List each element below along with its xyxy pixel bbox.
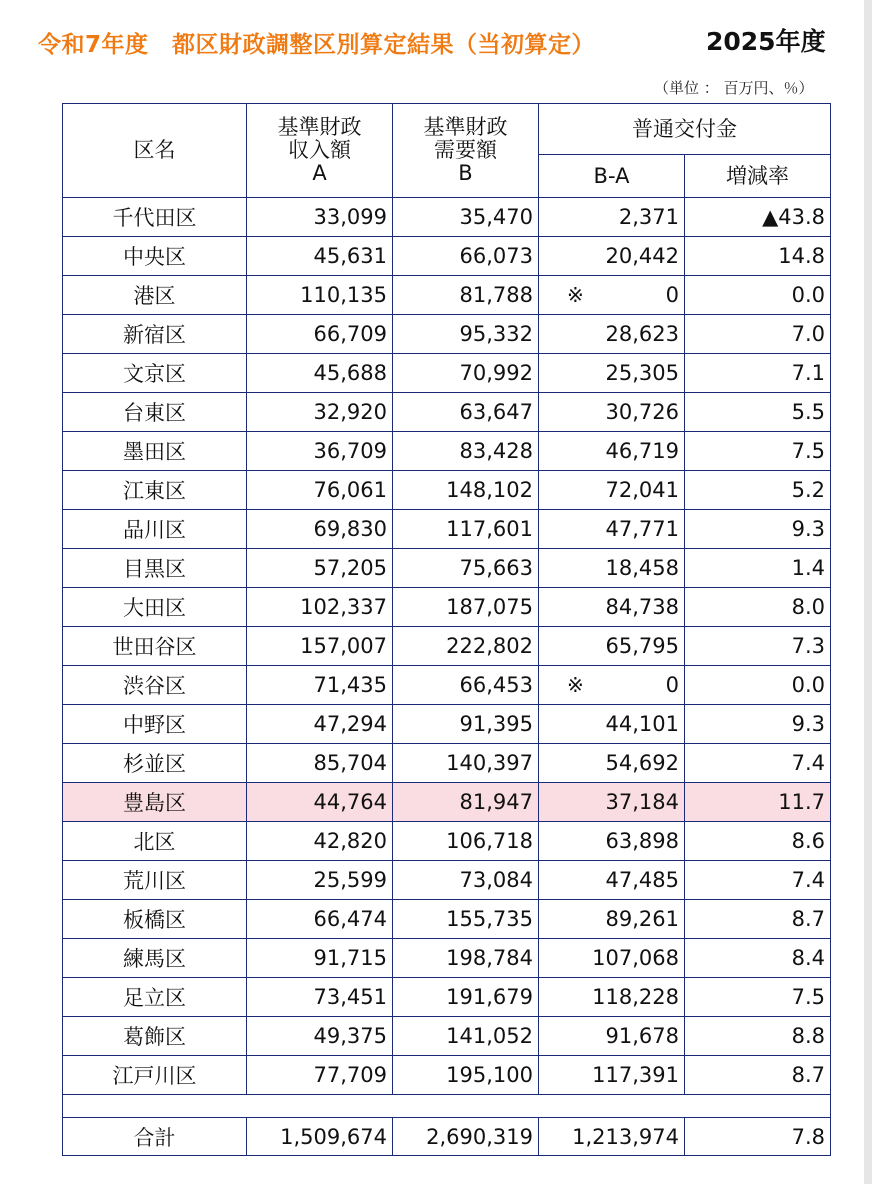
rate-cell: 8.4 bbox=[685, 939, 831, 978]
demand-cell: 140,397 bbox=[393, 744, 539, 783]
revenue-cell: 47,294 bbox=[247, 705, 393, 744]
revenue-cell: 157,007 bbox=[247, 627, 393, 666]
grant-cell bbox=[539, 432, 685, 471]
revenue-cell: 32,920 bbox=[247, 393, 393, 432]
grant-value: 44,101 bbox=[605, 712, 679, 736]
total-row bbox=[63, 1118, 831, 1156]
grant-cell bbox=[539, 705, 685, 744]
grant-cell bbox=[539, 354, 685, 393]
grant-value: 47,771 bbox=[605, 517, 679, 541]
header-ba bbox=[539, 155, 685, 198]
demand-cell: 117,601 bbox=[393, 510, 539, 549]
grant-value: 18,458 bbox=[605, 556, 679, 580]
table-row bbox=[63, 705, 831, 744]
demand-cell: 141,052 bbox=[393, 1017, 539, 1056]
ward-name: 中央区 bbox=[63, 237, 247, 276]
spacer-row bbox=[63, 1095, 831, 1118]
grant-value: 63,898 bbox=[605, 829, 679, 853]
header-demand-line1: 基準財政 bbox=[423, 115, 508, 139]
rate-cell: 7.1 bbox=[685, 354, 831, 393]
grant-cell bbox=[539, 783, 685, 822]
revenue-cell: 77,709 bbox=[247, 1056, 393, 1095]
revenue-cell: 102,337 bbox=[247, 588, 393, 627]
grant-value: 46,719 bbox=[605, 439, 679, 463]
revenue-cell: 85,704 bbox=[247, 744, 393, 783]
table-row bbox=[63, 471, 831, 510]
ward-name: 目黒区 bbox=[63, 549, 247, 588]
header-demand bbox=[393, 104, 539, 198]
grant-cell bbox=[539, 900, 685, 939]
grant-value: 54,692 bbox=[605, 751, 679, 775]
ward-name: 北区 bbox=[63, 822, 247, 861]
ward-name: 板橋区 bbox=[63, 900, 247, 939]
ward-name: 品川区 bbox=[63, 510, 247, 549]
header-ward bbox=[63, 104, 247, 198]
grant-value: 91,678 bbox=[605, 1024, 679, 1048]
grant-cell bbox=[539, 237, 685, 276]
rate-cell: 7.5 bbox=[685, 432, 831, 471]
demand-cell: 148,102 bbox=[393, 471, 539, 510]
demand-cell: 187,075 bbox=[393, 588, 539, 627]
demand-cell: 155,735 bbox=[393, 900, 539, 939]
grant-value: 107,068 bbox=[592, 946, 679, 970]
grant-cell bbox=[539, 978, 685, 1017]
grant-value: 0 bbox=[665, 673, 679, 697]
ward-name: 杉並区 bbox=[63, 744, 247, 783]
rate-cell: 7.5 bbox=[685, 978, 831, 1017]
header-revenue-line2: 収入額 bbox=[288, 138, 351, 162]
table-row bbox=[63, 237, 831, 276]
grant-value: 117,391 bbox=[592, 1063, 679, 1087]
rate-cell: 8.6 bbox=[685, 822, 831, 861]
table-row bbox=[63, 432, 831, 471]
revenue-cell: 91,715 bbox=[247, 939, 393, 978]
grant-cell bbox=[539, 1017, 685, 1056]
grant-value: 84,738 bbox=[605, 595, 679, 619]
demand-cell: 63,647 bbox=[393, 393, 539, 432]
table-row bbox=[63, 861, 831, 900]
rate-cell: 0.0 bbox=[685, 666, 831, 705]
demand-cell: 75,663 bbox=[393, 549, 539, 588]
header-revenue-line3: A bbox=[312, 161, 327, 185]
revenue-cell: 73,451 bbox=[247, 978, 393, 1017]
grant-cell bbox=[539, 666, 685, 705]
rate-cell: 1.4 bbox=[685, 549, 831, 588]
revenue-cell: 45,688 bbox=[247, 354, 393, 393]
rate-cell: 7.3 bbox=[685, 627, 831, 666]
revenue-cell: 49,375 bbox=[247, 1017, 393, 1056]
page-edge bbox=[864, 0, 872, 1184]
header-grant-label: 普通交付金 bbox=[632, 116, 737, 141]
demand-cell: 66,453 bbox=[393, 666, 539, 705]
grant-value: 47,485 bbox=[605, 868, 679, 892]
grant-cell bbox=[539, 588, 685, 627]
fiscal-year: 2025年度 bbox=[706, 27, 826, 56]
demand-cell: 35,470 bbox=[393, 198, 539, 237]
spacer-cell bbox=[63, 1095, 831, 1118]
ward-name: 港区 bbox=[63, 276, 247, 315]
ward-name: 新宿区 bbox=[63, 315, 247, 354]
grant-cell bbox=[539, 939, 685, 978]
grant-cell bbox=[539, 276, 685, 315]
rate-cell: 11.7 bbox=[685, 783, 831, 822]
ward-name: 葛飾区 bbox=[63, 1017, 247, 1056]
grant-cell bbox=[539, 627, 685, 666]
revenue-cell: 69,830 bbox=[247, 510, 393, 549]
total-revenue: 1,509,674 bbox=[247, 1118, 393, 1156]
grant-value: 37,184 bbox=[605, 790, 679, 814]
revenue-cell: 42,820 bbox=[247, 822, 393, 861]
rate-cell: 8.7 bbox=[685, 900, 831, 939]
grant-value: 28,623 bbox=[605, 322, 679, 346]
revenue-cell: 66,474 bbox=[247, 900, 393, 939]
rate-cell: 5.5 bbox=[685, 393, 831, 432]
revenue-cell: 57,205 bbox=[247, 549, 393, 588]
revenue-cell: 45,631 bbox=[247, 237, 393, 276]
grant-cell bbox=[539, 393, 685, 432]
demand-cell: 81,947 bbox=[393, 783, 539, 822]
rate-cell: 7.4 bbox=[685, 861, 831, 900]
revenue-cell: 33,099 bbox=[247, 198, 393, 237]
grant-cell bbox=[539, 549, 685, 588]
table-row bbox=[63, 549, 831, 588]
total-grant: 1,213,974 bbox=[539, 1118, 685, 1156]
table-row bbox=[63, 276, 831, 315]
rate-cell: 7.4 bbox=[685, 744, 831, 783]
table-row bbox=[63, 393, 831, 432]
ward-name: 江戸川区 bbox=[63, 1056, 247, 1095]
ward-name: 足立区 bbox=[63, 978, 247, 1017]
grant-value: 72,041 bbox=[605, 478, 679, 502]
grant-cell bbox=[539, 471, 685, 510]
table-row bbox=[63, 822, 831, 861]
table-row bbox=[63, 978, 831, 1017]
rate-cell: 8.0 bbox=[685, 588, 831, 627]
ward-name: 台東区 bbox=[63, 393, 247, 432]
revenue-cell: 66,709 bbox=[247, 315, 393, 354]
table-row bbox=[63, 354, 831, 393]
header-rate-label: 増減率 bbox=[726, 163, 789, 188]
grant-cell bbox=[539, 510, 685, 549]
grant-cell bbox=[539, 744, 685, 783]
demand-cell: 83,428 bbox=[393, 432, 539, 471]
demand-cell: 81,788 bbox=[393, 276, 539, 315]
grant-cell bbox=[539, 822, 685, 861]
header-ward-label: 区名 bbox=[133, 138, 176, 162]
demand-cell: 195,100 bbox=[393, 1056, 539, 1095]
table-row bbox=[63, 744, 831, 783]
grant-value: 65,795 bbox=[605, 634, 679, 658]
demand-cell: 73,084 bbox=[393, 861, 539, 900]
table-row bbox=[63, 939, 831, 978]
grant-value: 30,726 bbox=[605, 400, 679, 424]
revenue-cell: 44,764 bbox=[247, 783, 393, 822]
rate-cell: 7.0 bbox=[685, 315, 831, 354]
header-demand-line2: 需要額 bbox=[434, 138, 497, 162]
grant-cell bbox=[539, 315, 685, 354]
rate-cell: 9.3 bbox=[685, 510, 831, 549]
demand-cell: 106,718 bbox=[393, 822, 539, 861]
total-rate: 7.8 bbox=[685, 1118, 831, 1156]
allocation-table bbox=[62, 103, 831, 1156]
grant-value: 0 bbox=[665, 283, 679, 307]
unit-note: （単位 ： 百万円、％） bbox=[654, 79, 814, 97]
ward-name: 世田谷区 bbox=[63, 627, 247, 666]
revenue-cell: 71,435 bbox=[247, 666, 393, 705]
revenue-cell: 36,709 bbox=[247, 432, 393, 471]
ward-name: 豊島区 bbox=[63, 783, 247, 822]
demand-cell: 95,332 bbox=[393, 315, 539, 354]
ward-name: 練馬区 bbox=[63, 939, 247, 978]
table-row bbox=[63, 198, 831, 237]
table-row bbox=[63, 510, 831, 549]
table-row bbox=[63, 900, 831, 939]
header-revenue bbox=[247, 104, 393, 198]
revenue-cell: 110,135 bbox=[247, 276, 393, 315]
header-ba-label: B-A bbox=[593, 163, 630, 188]
rate-cell: 14.8 bbox=[685, 237, 831, 276]
rate-cell: 9.3 bbox=[685, 705, 831, 744]
page-title: 令和7年度 都区財政調整区別算定結果（当初算定） bbox=[38, 32, 596, 58]
grant-value: 2,371 bbox=[618, 205, 679, 229]
revenue-cell: 25,599 bbox=[247, 861, 393, 900]
ward-name: 千代田区 bbox=[63, 198, 247, 237]
note-mark: ※ bbox=[567, 673, 584, 697]
header-rate bbox=[685, 155, 831, 198]
demand-cell: 70,992 bbox=[393, 354, 539, 393]
ward-name: 大田区 bbox=[63, 588, 247, 627]
demand-cell: 222,802 bbox=[393, 627, 539, 666]
grant-value: 20,442 bbox=[605, 244, 679, 268]
grant-value: 89,261 bbox=[605, 907, 679, 931]
demand-cell: 91,395 bbox=[393, 705, 539, 744]
table-row bbox=[63, 666, 831, 705]
rate-cell: 8.8 bbox=[685, 1017, 831, 1056]
table-row bbox=[63, 588, 831, 627]
ward-name: 荒川区 bbox=[63, 861, 247, 900]
revenue-cell: 76,061 bbox=[247, 471, 393, 510]
rate-cell: 0.0 bbox=[685, 276, 831, 315]
demand-cell: 191,679 bbox=[393, 978, 539, 1017]
total-demand: 2,690,319 bbox=[393, 1118, 539, 1156]
header-revenue-line1: 基準財政 bbox=[277, 115, 362, 139]
rate-cell: 5.2 bbox=[685, 471, 831, 510]
ward-name: 墨田区 bbox=[63, 432, 247, 471]
table-row bbox=[63, 315, 831, 354]
table-row bbox=[63, 783, 831, 822]
grant-cell bbox=[539, 198, 685, 237]
ward-name: 文京区 bbox=[63, 354, 247, 393]
rate-cell: 8.7 bbox=[685, 1056, 831, 1095]
table-body bbox=[63, 198, 831, 1095]
ward-name: 江東区 bbox=[63, 471, 247, 510]
grant-value: 118,228 bbox=[592, 985, 679, 1009]
table-row bbox=[63, 627, 831, 666]
rate-cell: ▲43.8 bbox=[685, 198, 831, 237]
ward-name: 渋谷区 bbox=[63, 666, 247, 705]
header-grant bbox=[539, 104, 831, 155]
note-mark: ※ bbox=[567, 283, 584, 307]
ward-name: 中野区 bbox=[63, 705, 247, 744]
grant-cell bbox=[539, 1056, 685, 1095]
demand-cell: 66,073 bbox=[393, 237, 539, 276]
header-demand-line3: B bbox=[458, 161, 473, 185]
grant-value: 25,305 bbox=[605, 361, 679, 385]
grant-cell bbox=[539, 861, 685, 900]
table-row bbox=[63, 1017, 831, 1056]
total-label: 合計 bbox=[63, 1118, 247, 1156]
table-row bbox=[63, 1056, 831, 1095]
demand-cell: 198,784 bbox=[393, 939, 539, 978]
